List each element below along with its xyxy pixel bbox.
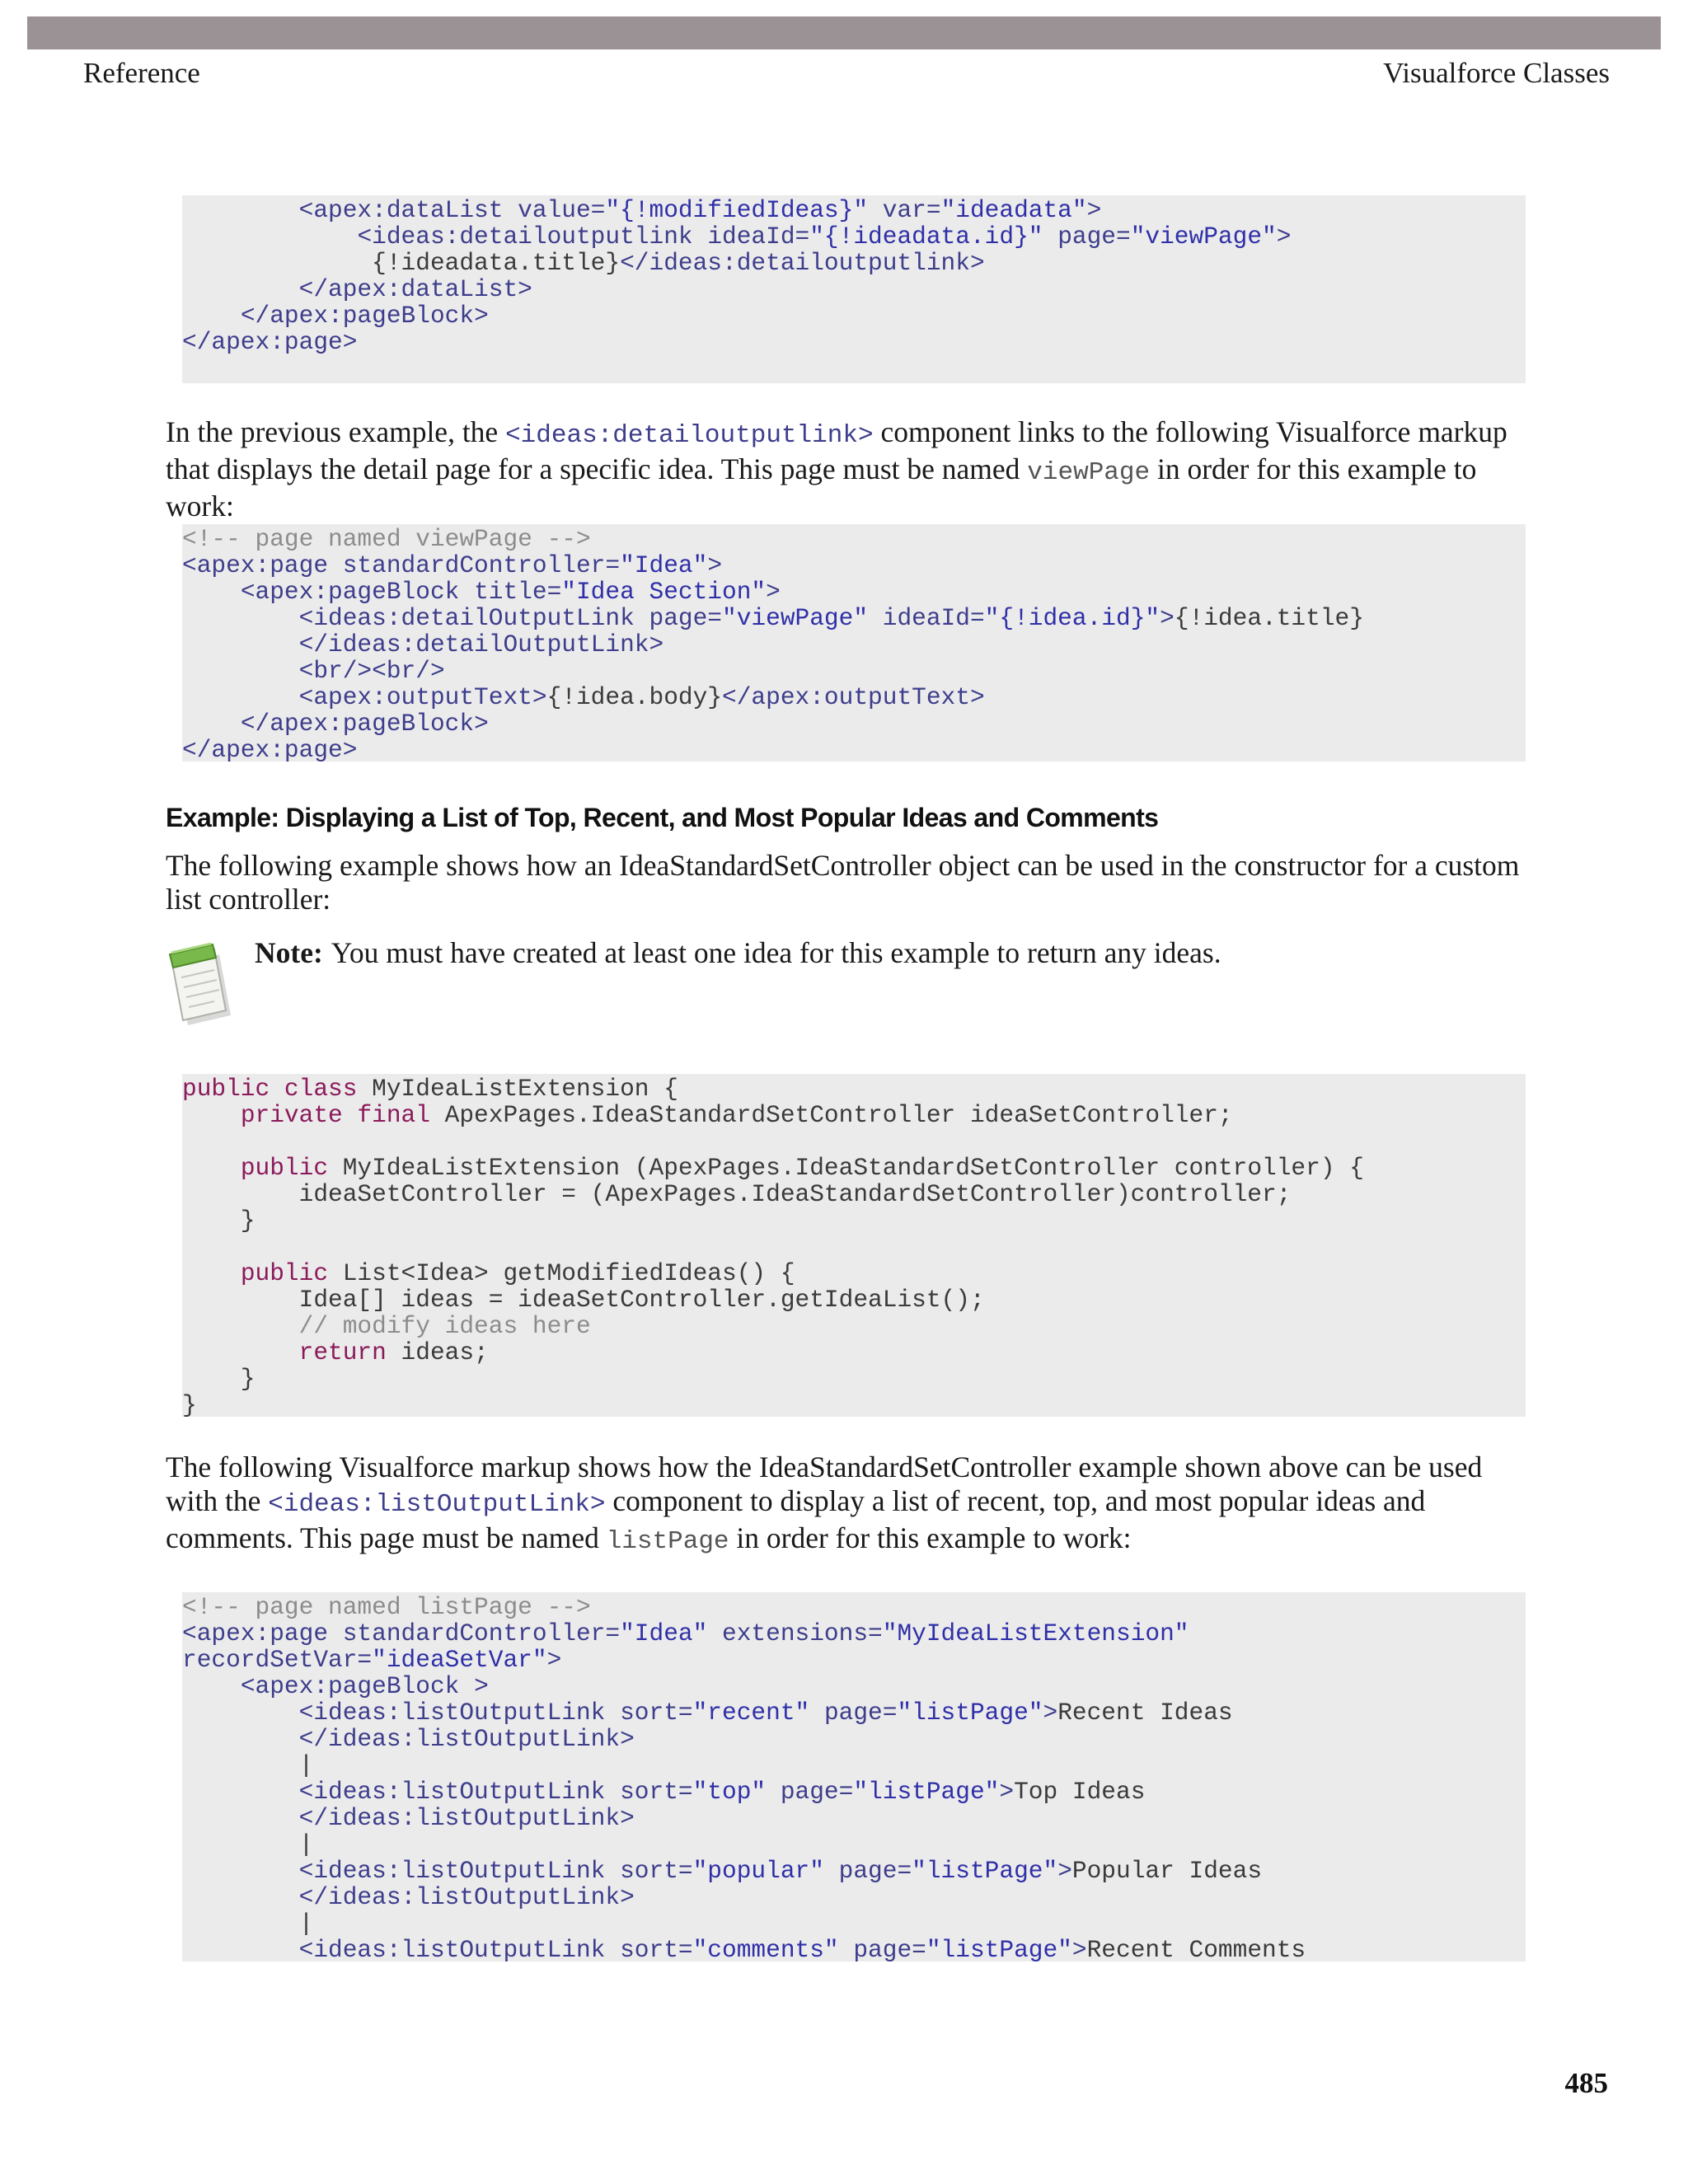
code-line: </apex:pageBlock> <box>240 710 489 738</box>
note-text <box>255 936 1221 970</box>
page-number: 485 <box>1564 2067 1608 2099</box>
inline-code-tag: <ideas:listOutputLink> <box>268 1490 606 1519</box>
paragraph-set-controller: The following example shows how an IdeaStandardSetController object can be used in the constructor for a custom list controller: <box>166 849 1520 916</box>
code-line: <apex:pageBlock title="Idea Section"> <box>240 578 781 606</box>
para-text: In the previous example, the <box>166 415 506 448</box>
code-line: | <box>182 1830 314 1858</box>
code-line: </apex:page> <box>182 328 358 356</box>
code-line: </ideas:listOutputLink> <box>298 1883 635 1911</box>
code-line: <apex:page standardController="Idea"> <box>182 551 723 579</box>
inline-code-name: viewPage <box>1027 458 1151 487</box>
code-line: Idea[] ideas = ideaSetController.getIdeaList(); <box>182 1286 985 1314</box>
code-line: private final ApexPages.IdeaStandardSetController ideaSetController; <box>240 1101 1233 1129</box>
code-line <box>182 1128 1526 1155</box>
code-line: <apex:page standardController="Idea" extensions="MyIdeaListExtension" <box>182 1619 1189 1647</box>
code-line: public List<Idea> getModifiedIdeas() { <box>240 1259 795 1287</box>
code-line: </ideas:listOutputLink> <box>298 1725 635 1753</box>
code-line: } <box>182 1207 256 1235</box>
header-bar <box>27 16 1661 49</box>
code-line: <br/><br/> <box>298 657 445 685</box>
header-section-title: Reference <box>83 57 200 89</box>
code-line: <apex:pageBlock > <box>240 1672 489 1700</box>
code-line: <!-- page named listPage --> <box>182 1593 591 1621</box>
note-icon <box>165 936 237 1025</box>
code-block-viewpage <box>182 524 1526 762</box>
code-line: public class MyIdeaListExtension { <box>182 1075 678 1103</box>
code-line: <ideas:detailOutputLink page="viewPage" ideaId="{!idea.id}">{!idea.title} <box>298 604 1364 632</box>
code-line: | <box>182 1910 314 1938</box>
code-line: public MyIdeaListExtension (ApexPages.IdeaStandardSetController controller) { <box>240 1154 1364 1182</box>
code-line: recordSetVar="ideaSetVar"> <box>182 1646 562 1674</box>
code-line: </apex:dataList> <box>298 275 532 303</box>
inline-code-name: listPage <box>606 1527 729 1556</box>
para-text: component links to the following Visualforce markup that displays the detail page for a specific idea. This page must be named <box>166 415 1507 485</box>
section-heading: Example: Displaying a List of Top, Recent, and Most Popular Ideas and Comments <box>166 803 1159 832</box>
code-line: } <box>182 1365 256 1393</box>
code-line: <ideas:listOutputLink sort="comments" page="listPage">Recent Comments <box>298 1936 1306 1964</box>
inline-code-tag: <ideas:detailoutputlink> <box>505 421 874 450</box>
note-body: You must have created at least one idea for this example to return any ideas. <box>331 936 1221 969</box>
code-line: | <box>182 1751 314 1779</box>
paragraph-list-output-link <box>166 1451 1534 1558</box>
code-line: </ideas:listOutputLink> <box>298 1804 635 1832</box>
para-text: in order for this example to work: <box>729 1521 1132 1554</box>
code-block-datalist <box>182 195 1526 383</box>
code-line: <apex:outputText>{!idea.body}</apex:outputText> <box>298 683 985 711</box>
para-text: The following Visualforce markup shows how the IdeaStandardSetController example shown above can be used with the <box>166 1451 1483 1517</box>
code-line: </apex:pageBlock> <box>240 302 489 330</box>
code-line: </ideas:detailOutputLink> <box>298 630 664 658</box>
code-line: <ideas:listOutputLink sort="recent" page="listPage">Recent Ideas <box>298 1699 1233 1727</box>
code-block-apex-class <box>182 1074 1526 1417</box>
code-line: {!ideadata.title}</ideas:detailoutputlink> <box>182 249 985 277</box>
code-block-listpage <box>182 1592 1526 1964</box>
code-line: <ideas:detailoutputlink ideaId="{!ideadata.id}" page="viewPage"> <box>357 223 1292 251</box>
code-line: <!-- page named viewPage --> <box>182 525 591 553</box>
code-line: <ideas:listOutputLink sort="popular" page="listPage">Popular Ideas <box>298 1857 1263 1885</box>
code-line: return ideas; <box>298 1338 489 1366</box>
note-label: Note: <box>255 936 323 969</box>
code-line: <ideas:listOutputLink sort="top" page="listPage">Top Ideas <box>298 1778 1146 1806</box>
para-text: in order for this example to work: <box>166 452 1477 523</box>
code-line: ideaSetController = (ApexPages.IdeaStandardSetController)controller; <box>182 1180 1292 1208</box>
header-chapter-title: Visualforce Classes <box>1383 57 1610 89</box>
code-line: } <box>182 1391 197 1419</box>
para-text: component to display a list of recent, top, and most popular ideas and comments. This page must be named <box>166 1484 1426 1554</box>
code-line <box>182 1234 1526 1260</box>
code-line: </apex:page> <box>182 736 358 764</box>
code-line: // modify ideas here <box>182 1312 591 1340</box>
paragraph-detail-link <box>166 415 1534 523</box>
code-line: <apex:dataList value="{!modifiedIdeas}" var="ideadata"> <box>298 196 1102 224</box>
